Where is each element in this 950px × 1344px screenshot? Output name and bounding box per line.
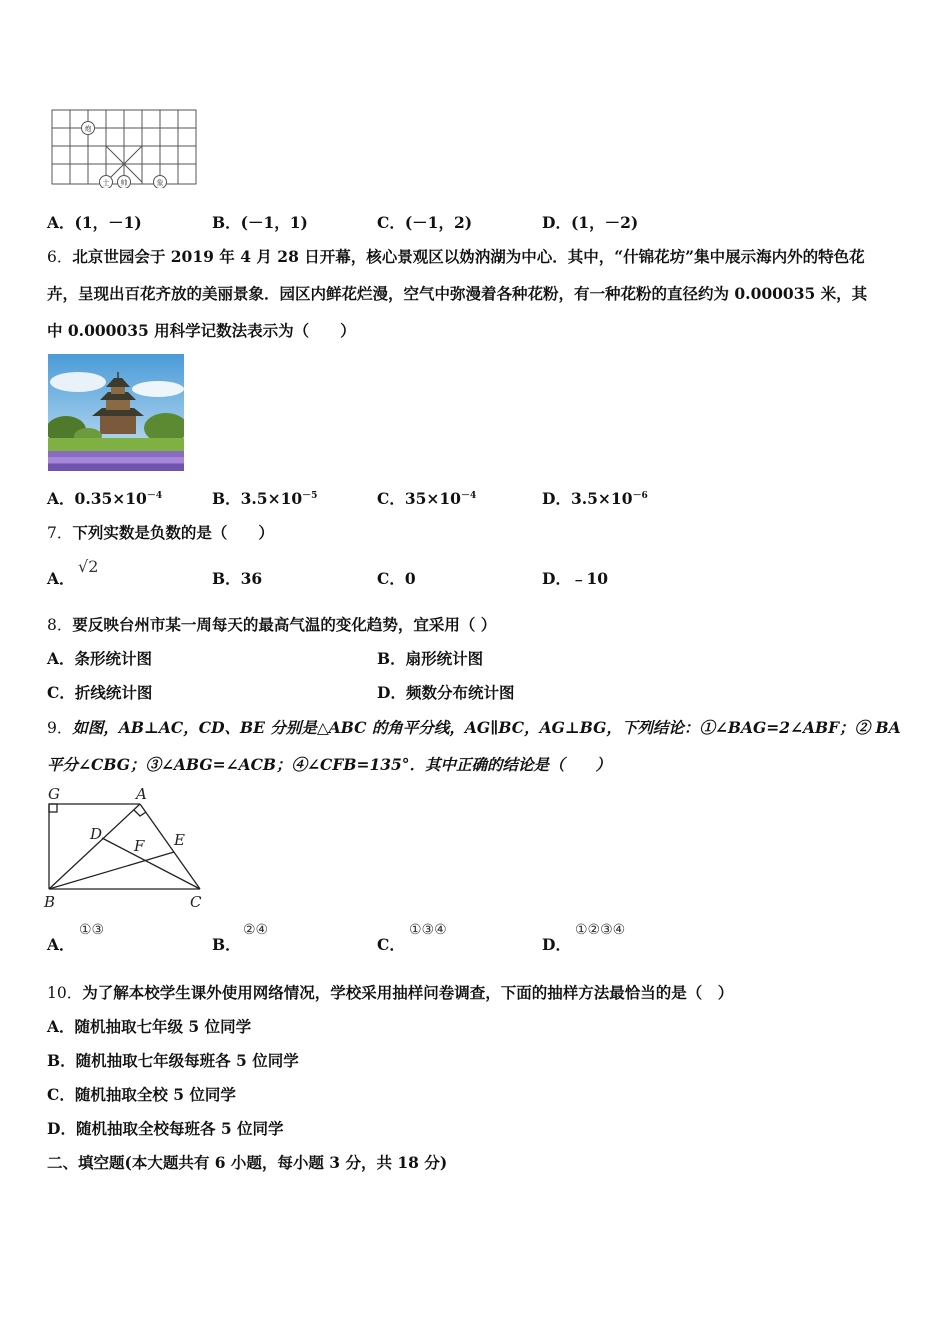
q6-option-d[interactable]: D．$3.5\times 10^{-6}$ <box>542 489 648 508</box>
label-e: E <box>174 831 185 849</box>
q9-option-a[interactable]: A． <box>47 935 75 954</box>
q7-option-d[interactable]: D．﹣10 <box>542 569 609 588</box>
q6-option-c[interactable]: C．$35\times 10^{-4}$ <box>377 489 477 508</box>
q9-option-c[interactable]: C． <box>377 935 405 954</box>
q8-option-a[interactable]: A．条形统计图 <box>47 649 153 668</box>
q7-stem: 7．下列实数是负数的是（ ） <box>47 523 274 542</box>
flower-garden-photo <box>48 354 184 471</box>
q10-stem: 10．为了解本校学生课外使用网络情况，学校采用抽样问卷调查，下面的抽样方法最恰当的是（ ） <box>47 983 734 1002</box>
sqrt-two: √2 <box>78 557 99 576</box>
chessboard-figure <box>48 106 200 188</box>
label-g: G <box>48 785 60 803</box>
q7-option-c[interactable]: C．0 <box>377 569 416 588</box>
label-a: A <box>136 785 147 803</box>
q8-stem: 8．要反映台州市某一周每天的最高气温的变化趋势，宜采用（ ） <box>47 615 497 634</box>
q9-option-a-text: ①③ <box>79 922 105 938</box>
label-f: F <box>134 837 145 855</box>
q9-line-1: 9．如图，AB⊥AC，CD、BE 分别是△ABC 的角平分线，AG∥BC，AG⊥BG，下列结论：①∠BAG=2∠ABF；② BA <box>47 718 901 737</box>
q10-option-c[interactable]: C．随机抽取全校 5 位同学 <box>47 1085 236 1104</box>
q9-option-d-text: ①②③④ <box>575 922 626 938</box>
q6-line-3: 中 0.000035 用科学记数法表示为（ ） <box>47 321 356 340</box>
q9-option-c-text: ①③④ <box>409 922 447 938</box>
q10-option-b[interactable]: B．随机抽取七年级每班各 5 位同学 <box>47 1051 299 1070</box>
triangle-figure <box>40 785 210 910</box>
q9-option-b[interactable]: B． <box>212 935 241 954</box>
q9-option-d[interactable]: D． <box>542 935 571 954</box>
elephant-label: 象 <box>156 179 164 187</box>
cannon-label: 炮 <box>84 125 92 133</box>
section-2-title: 二、填空题(本大题共有 6 小题，每小题 3 分，共 18 分) <box>47 1153 448 1172</box>
q8-option-c[interactable]: C．折线统计图 <box>47 683 153 702</box>
q5-option-b[interactable]: B．(－1，1) <box>212 213 308 232</box>
label-c: C <box>190 893 202 910</box>
label-d: D <box>90 825 103 843</box>
q9-line-2: 平分∠CBG；③∠ABG=∠ACB；④∠CFB=135°．其中正确的结论是（ ） <box>47 755 612 774</box>
q5-option-d[interactable]: D．(1，－2) <box>542 213 639 232</box>
q10-option-d[interactable]: D．随机抽取全校每班各 5 位同学 <box>47 1119 284 1138</box>
q6-line-1: 6．北京世园会于 2019 年 4 月 28 日开幕，核心景观区以妫汭湖为中心．其中，“什锦花坊”集中展示海内外的特色花 <box>47 247 865 266</box>
advisor-label: 士 <box>102 179 110 187</box>
q5-option-a[interactable]: A．(1，－1) <box>47 213 142 232</box>
q5-option-c[interactable]: C．(－1，2) <box>377 213 473 232</box>
q6-option-a[interactable]: A．$0.35\times 10^{-4}$ <box>47 489 163 508</box>
q7-option-b[interactable]: B．36 <box>212 569 263 588</box>
q7-option-a[interactable]: A． <box>47 569 75 588</box>
label-b: B <box>44 893 56 910</box>
q9-option-b-text: ②④ <box>243 922 269 938</box>
q6-option-b[interactable]: B．$3.5\times 10^{-5}$ <box>212 489 318 508</box>
q8-option-b[interactable]: B．扇形统计图 <box>377 649 484 668</box>
q6-line-2: 卉，呈现出百花齐放的美丽景象．园区内鲜花烂漫，空气中弥漫着各种花粉，有一种花粉的直径约为 0.000035 米，其 <box>47 284 868 303</box>
q10-option-a[interactable]: A．随机抽取七年级 5 位同学 <box>47 1017 252 1036</box>
q8-option-d[interactable]: D．频数分布统计图 <box>377 683 515 702</box>
general-label: 帅 <box>120 179 128 187</box>
